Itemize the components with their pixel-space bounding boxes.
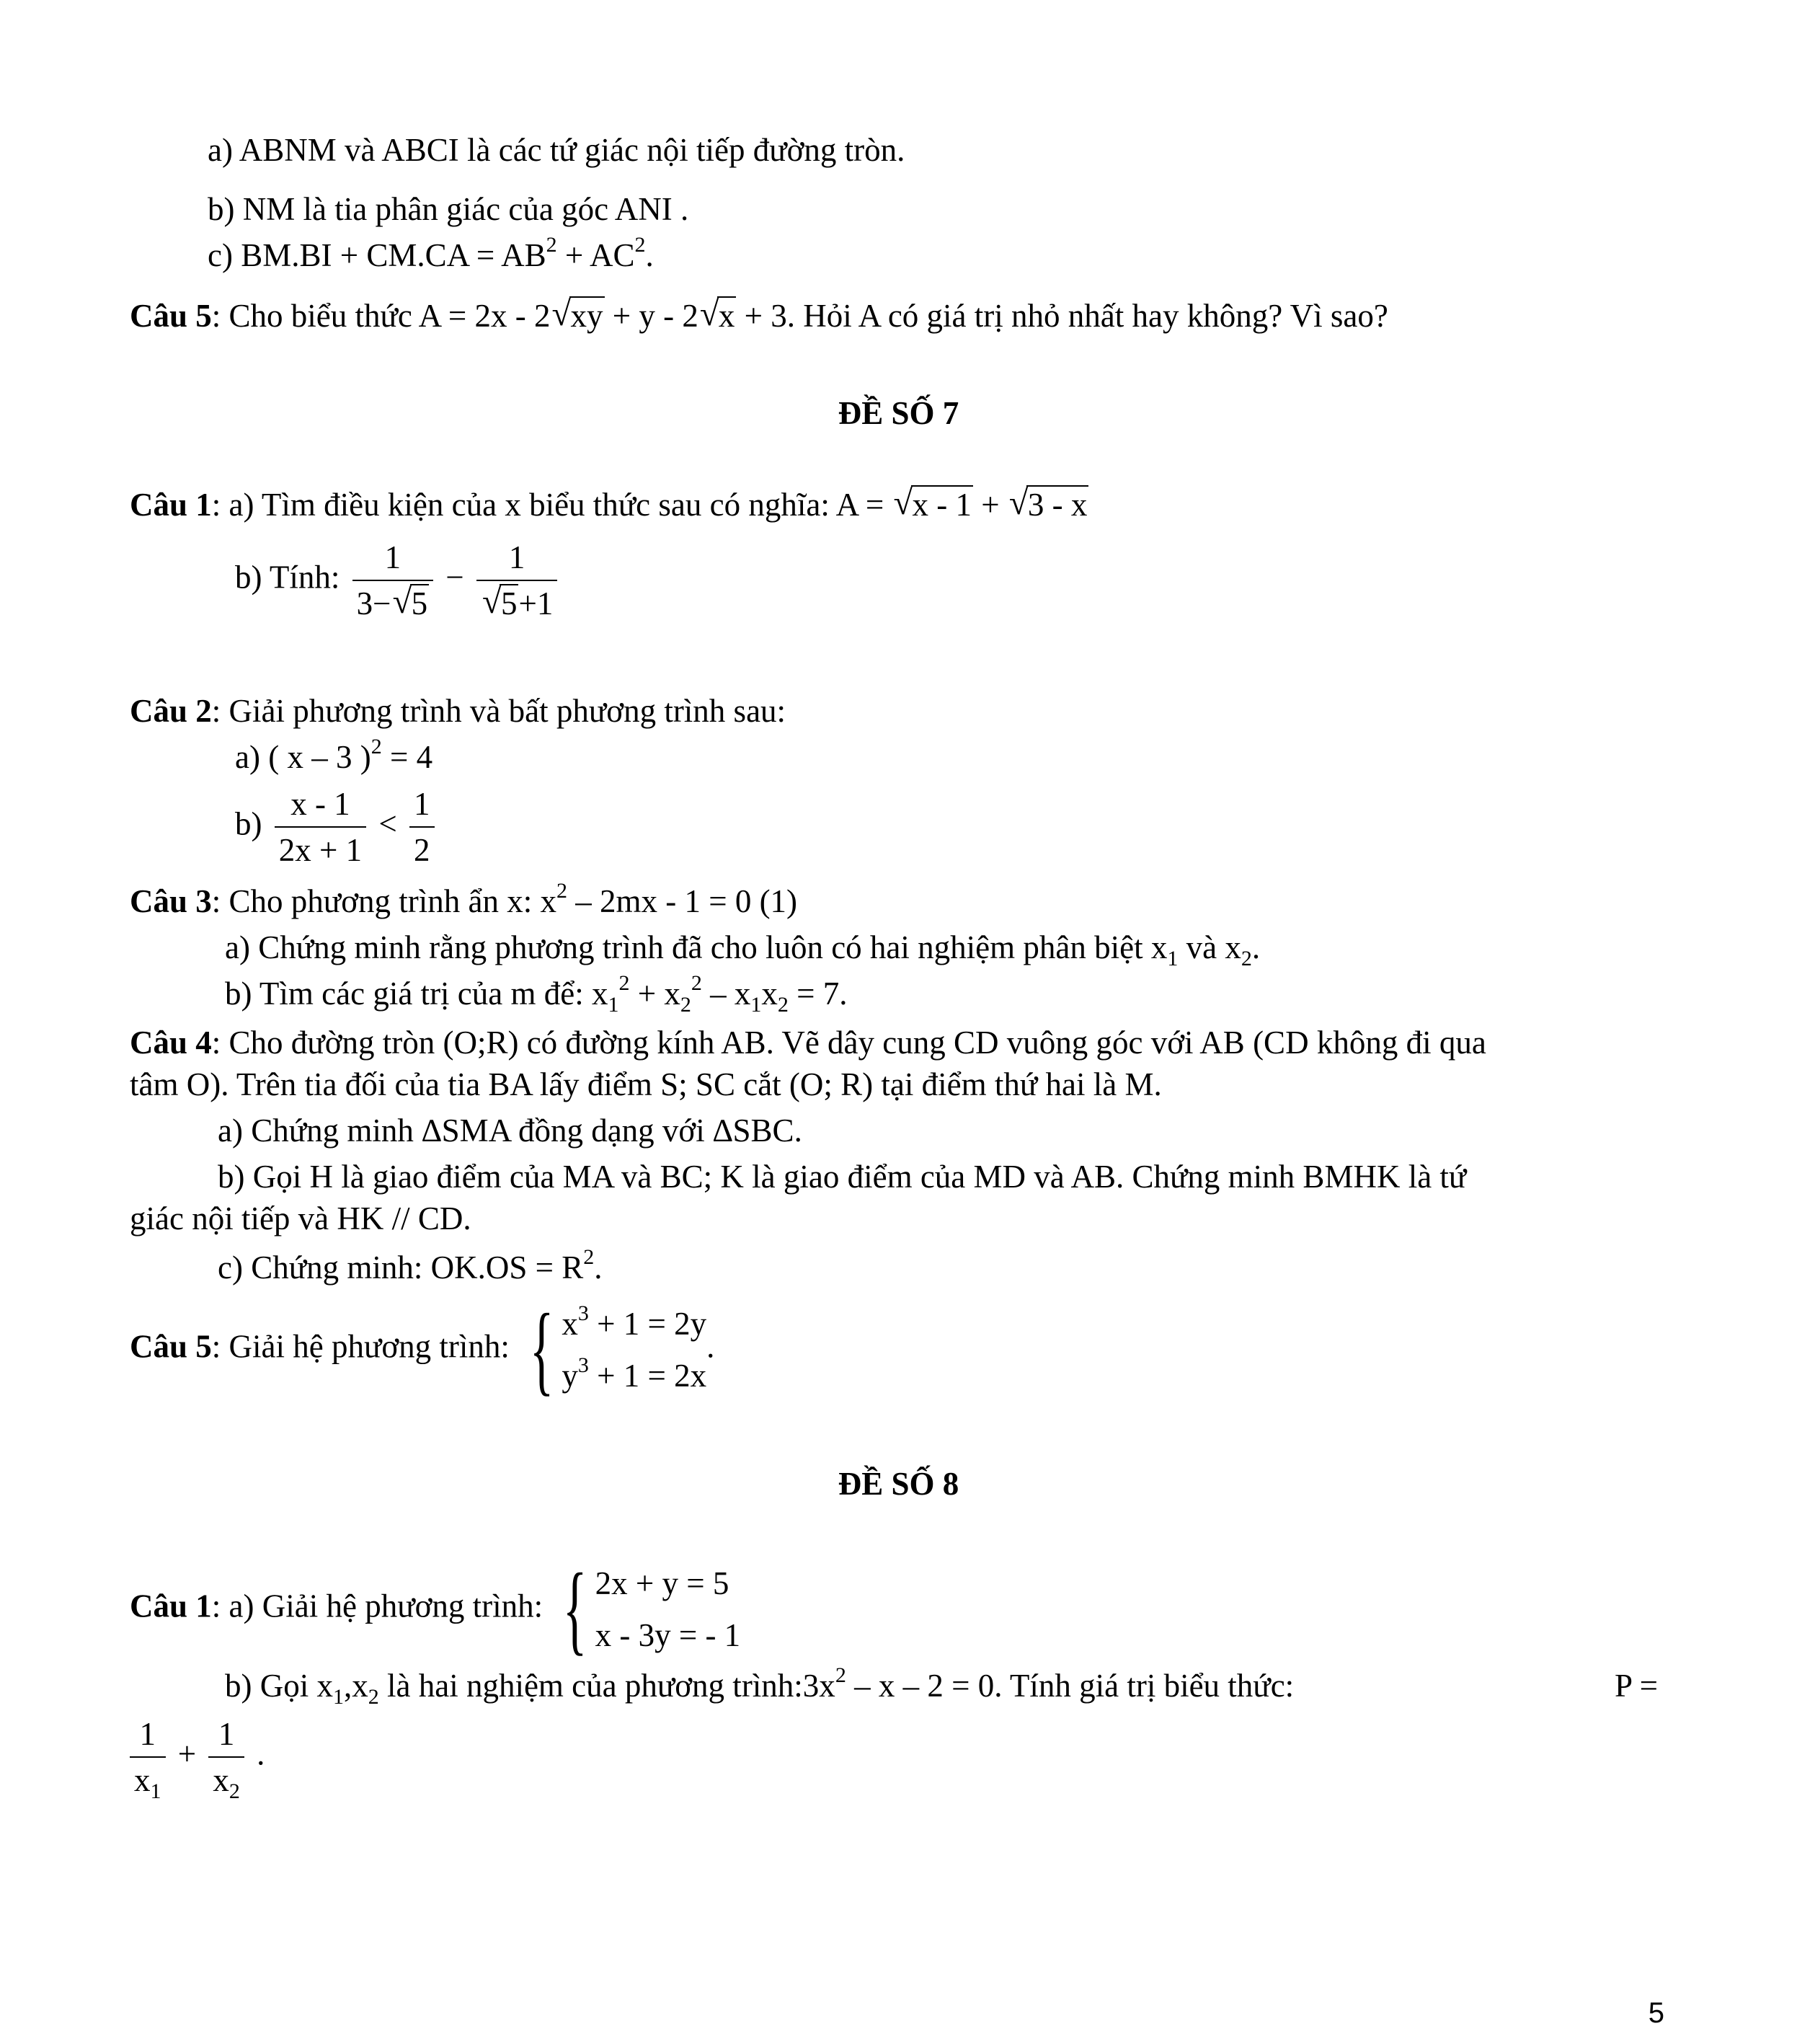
fraction: $\frac{1}{x_1}$	[130, 1716, 166, 1798]
section-title-de8: ĐỀ SỐ 8	[838, 1466, 959, 1502]
de8-question-1a: Câu 1: a) Giải hệ phương trình: { 2x + y = 5 x - 3y = - 1	[130, 1553, 741, 1665]
de7-question-1a: Câu 1: a) Tìm điều kiện của x biểu thức sau có nghĩa: A = √ x - 1 + √ 3 - x	[130, 485, 1088, 525]
de7-question-3: Câu 3: Cho phương trình ẩn x: $x^2 - 2mx - 1 = 0$ (1)	[130, 879, 798, 919]
fraction: $\frac{1}{3-√ 5}$	[352, 539, 433, 621]
equation-system: { 2x + y = 5 x - 3y = - 1	[563, 1553, 741, 1665]
de7-question-2: Câu 2: Giải phương trình và bất phương trình sau:	[130, 693, 786, 729]
de7-question-4c: c) Chứng minh: $OK.OS = R^2$.	[218, 1245, 603, 1286]
de7-question-4b: b) Gọi H là giao điểm của MA và BC; K là giao điểm của MD và AB. Chứng minh BMHK là tứ	[218, 1159, 1467, 1195]
page-number: 5	[1648, 1997, 1664, 2029]
de7-question-3b: b) Tìm các giá trị của m để: $x_1^2 + x_2^2 - x_1x_2 = 7$.	[225, 971, 848, 1017]
de7-question-4b-cont: giác nội tiếp và HK // CD.	[130, 1200, 471, 1236]
de7-question-3a: a) Chứng minh rằng phương trình đã cho luôn có hai nghiệm phân biệt $x_1$ và $x_2$.	[225, 929, 1261, 970]
de7-question-2a: a) ( x – 3 )$^2$ = 4	[235, 735, 433, 775]
prev-item-a: a) ABNM và ABCI là các tứ giác nội tiếp đường tròn.	[208, 132, 905, 168]
fraction: $\frac{1}{x_2}$	[208, 1716, 244, 1798]
de7-question-4: Câu 4: Cho đường tròn (O;R) có đường kính AB. Vẽ dây cung CD vuông góc với AB (CD không đi qua	[130, 1025, 1486, 1061]
de8-p-expression: $\frac{1}{x_1}$ + $\frac{1}{x_2}$ .	[130, 1716, 265, 1798]
de8-p-label: P =	[1615, 1668, 1658, 1704]
fraction: $\frac{1}{2}$	[409, 786, 435, 868]
prev-item-c: c) $BM.BI + CM.CA = AB^2 + AC^2$.	[208, 233, 654, 273]
de8-question-1b: b) Gọi $x_1,x_2$ là hai nghiệm của phương $trình:3x^2 - x - 2 = 0$. Tính giá trị biểu thức:	[225, 1663, 1295, 1709]
de7-question-4-cont: tâm O). Trên tia đối của tia BA lấy điểm S; SC cắt (O; R) tại điểm thứ hai là M.	[130, 1066, 1162, 1102]
prev-question-5: Câu 5: Cho biểu thức A = 2x - 2√ xy + y - 2√ x + 3. Hỏi A có giá trị nhỏ nhất hay không? Vì sao?	[130, 296, 1388, 336]
section-title-de7: ĐỀ SỐ 7	[838, 395, 959, 431]
de7-question-5: Câu 5: Giải hệ phương trình: { $x^3 + 1 = 2y$ $y^3 + 1 = 2x$ .	[130, 1293, 715, 1405]
de7-question-4a: a) Chứng minh ∆SMA đồng dạng với ∆SBC.	[218, 1112, 802, 1149]
fraction: $\frac{x - 1}{2x + 1}$	[275, 786, 366, 868]
fraction: 1 √ 5+1	[476, 539, 557, 621]
de7-question-2b: b) $\frac{x - 1}{2x + 1}$ < $\frac{1}{2}$	[235, 786, 439, 868]
equation-system: { $x^3 + 1 = 2y$ $y^3 + 1 = 2x$	[529, 1293, 707, 1405]
de7-question-1b: b) Tính: $\frac{1}{3-√ 5}$ − 1 √ 5+1	[235, 539, 562, 621]
prev-item-b: b) NM là tia phân giác của góc ANI .	[208, 191, 689, 227]
